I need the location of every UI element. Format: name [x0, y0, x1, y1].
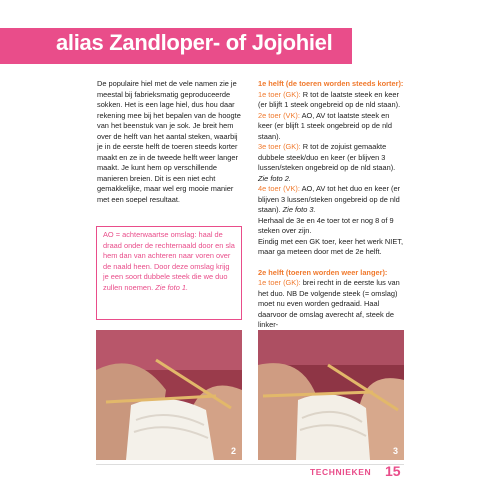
intro-paragraph: De populaire hiel met de vele namen zie je meestal bij fabrieksmatig geproduceerde sokken. Het is een lage hiel, dus hou daar rekening mee bij het bepalen van de hoogte van het beenstuk van je sok. Je breit hem over de helft van het aantal steken, waarbij je in de eerste helft de toeren steeds korter maakt en ze in de tweede helft weer langer maakt. Je kunt hem op verschillende manieren breien. Dit is een niet echt gemakkelijke, maar wel erg mooie manier met een soepel resultaat. [97, 79, 241, 204]
knitting-photo-2-image [96, 330, 242, 460]
photo-number: 3 [392, 446, 398, 456]
row-5: 1e toer (GK): brei recht in de eerste lus van het duo. NB De volgende steek (= omslag) moet nu even worden gedraaid. Haal daarvoor de omslag averecht af, steek de linker- [258, 278, 400, 329]
page-number: 15 [385, 463, 401, 479]
knitting-photo-3-image [258, 330, 404, 460]
row-3: 3e toer (GK): R tot de zojuist gemaakte dubbele steek/duo en keer (er blijven 3 lussen/steken ongebreid op de nld staan). Zie foto 2. [258, 142, 396, 183]
instructions-column [258, 79, 404, 331]
row-4: 4e toer (VK): AO, AV tot het duo en keer (er blijven 3 lussen/steken ongebreid op de nld staan). Zie foto 3. [258, 184, 401, 214]
heading-second-half: 2e helft (toeren worden weer langer): [258, 267, 388, 277]
note-box [96, 226, 242, 320]
intro-column [97, 79, 241, 205]
row-2: 2e toer (VK): AO, AV tot laatste steek en keer (er blijft 1 steek ongebreid op de nld staan). [258, 110, 392, 141]
heading-first-half: 1e helft (de toeren worden steeds korter): [258, 79, 404, 88]
row-1: 1e toer (GK): R tot de laatste steek en keer (er blijft 1 steek ongebreid op de nld staan). [258, 89, 401, 109]
end-text: Eindig met een GK toer, keer het werk NIET, maar ga meteen door met de 2e helft. [258, 236, 404, 256]
footer-divider [96, 464, 404, 465]
photo-2 [96, 330, 242, 460]
section-label: TECHNIEKEN [310, 467, 372, 477]
photo-3 [258, 330, 404, 460]
note-ref: Zie foto 1. [155, 282, 189, 292]
note-label: AO = [103, 230, 121, 239]
page-header [0, 0, 500, 80]
repeat-text: Herhaal de 3e en 4e toer tot er nog 8 of 9 steken over zijn. [258, 215, 394, 235]
photo-number: 2 [230, 446, 236, 456]
note-text: achterwaartse omslag: haal de draad onder de rechternaald door en sla hem dan van achteren naar voren over de naald heen. Door deze omslag krijg je een soort dubbele steek die we duo zullen noemen. [103, 230, 235, 292]
page-title: alias Zandloper- of Jojohiel [56, 30, 333, 55]
